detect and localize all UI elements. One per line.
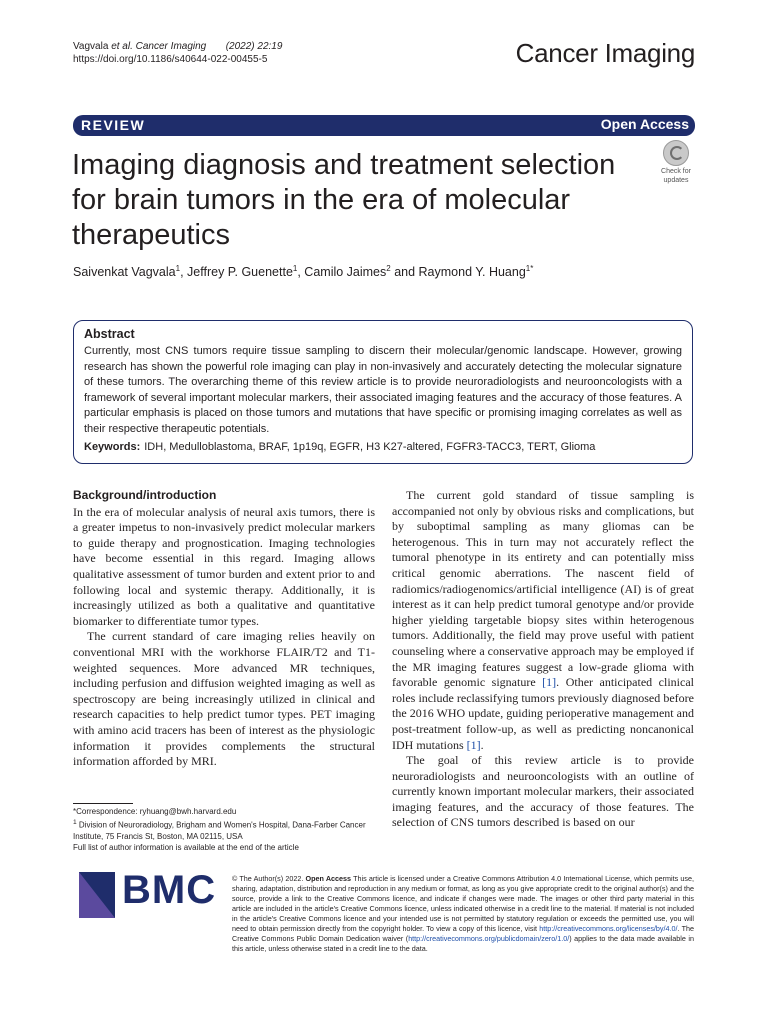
bmc-logo-icon (79, 872, 115, 918)
citation-line (73, 40, 282, 53)
refresh-icon (663, 140, 689, 166)
license-body: This article is licensed under a Creative Commons Attribution 4.0 International License, which permits use, sharing, adaptation, distribution and reproduction in any medium or format, as long as you give appropriate credit to the original author(s) and the source, provide a link to the Creative Commons licence, and indicate if changes were made. The images or other third party material in this article are included in the article's Creative Commons licence, unless indicated otherwise in a credit line to the material. If material is not included in the article's Creative Commons licence and your intended use is not permitted by statutory regulation or exceeds the permitted use, you will need to obtain permission directly from the copyright holder. To view a copy of this licence, visit (232, 874, 695, 933)
license-body: . The Creative Commons Public Domain Dedication waiver ( (232, 924, 694, 943)
affiliation-text: Division of Neuroradiology, Brigham and Women's Hospital, Dana-Farber Cancer Institute, 75 Francis St, Boston, MA 02115, USA (73, 820, 366, 841)
license-prefix: © The Author(s) 2022. (232, 874, 306, 883)
author-affil[interactable]: 2 (386, 264, 391, 273)
updates-label-line1: Check for (661, 168, 691, 175)
author-name: Jeffrey P. Guenette (187, 265, 293, 280)
journal-name: Cancer Imaging (515, 38, 695, 68)
citation-ref[interactable]: [1] (466, 737, 481, 752)
open-access-label: Open Access (600, 116, 689, 132)
author-separator: , (180, 265, 188, 280)
affiliation-number: 1 (73, 819, 77, 826)
bmc-logo (79, 868, 219, 928)
updates-label-line2: updates (663, 177, 689, 184)
citation-year: (2022) 22:19 (225, 41, 283, 52)
bmc-logo-text: BMC (122, 868, 217, 912)
footnote-rule (73, 803, 133, 804)
citation-authors: Vagvala (73, 41, 112, 52)
license-text (232, 874, 694, 954)
keywords-label: Keywords: (84, 440, 141, 453)
keywords-list: IDH, Medulloblastoma, BRAF, 1p19q, EGFR, H3 K27-altered, FGFR3-TACC3, TERT, Glioma (144, 440, 596, 453)
correspondence: *Correspondence: ryhuang@bwh.harvard.edu (73, 807, 237, 816)
section-heading: Background/introduction (73, 488, 217, 502)
body-column-right (392, 488, 694, 831)
affiliation (73, 817, 375, 842)
abstract-text: Currently, most CNS tumors require tissue sampling to discern their molecular/genomic landscape. However, growing research has shown the powerful role imaging can play in non-invasively and accurately detecting the molecular signature of these tumors. The overarching theme of this review article is to provide neuroradiologists and neurooncologists with a framework of several important molecular markers, their associated imaging features and the accuracy of those features. A particular emphasis is placed on those tumors and mutations that have specific or promising imaging correlates as well as their respective therapeutic potentials. (84, 345, 682, 435)
paragraph-text: . Other anticipated clinical roles include reclassifying tumors previously diagnosed before the 2016 WHO update, guiding perioperative management and post-treatment follow-up, as well as predicting noncanonical IDH mutations (392, 675, 694, 752)
author-name: Saivenkat Vagvala (73, 265, 176, 280)
check-for-updates-badge[interactable] (656, 140, 696, 182)
author-list (73, 264, 533, 279)
citation-ref[interactable]: [1] (542, 675, 557, 690)
author-affil[interactable]: 1 (175, 264, 181, 273)
footnotes (73, 803, 375, 853)
license-open-access: Open Access (305, 874, 352, 883)
abstract-heading: Abstract (84, 327, 135, 341)
paragraph: In the era of molecular analysis of neural axis tumors, there is a greater impetus to non-invasively predict molecular markers to guide therapy and prognostication. Imaging technologies have become essential in this regard. Imaging allows qualitative assessment of tumor burden and extent prior to and following local and systemic therapy. Additionally, it is increasingly utilized as both a qualitative and quantitative biomarker to differentiate tumor types. (73, 504, 375, 628)
author-info-note: Full list of author information is available at the end of the article (73, 842, 299, 852)
article-title: Imaging diagnosis and treatment selection for brain tumors in the era of molecular therapeutics (72, 149, 616, 251)
license-link[interactable]: http://creativecommons.org/licenses/by/4.0/ (539, 924, 678, 933)
paragraph-text: . (480, 737, 484, 752)
citation-journal: et al. Cancer Imaging (111, 41, 207, 52)
license-link[interactable]: http://creativecommons.org/publicdomain/zero/1.0/ (408, 934, 570, 943)
author-name: Raymond Y. Huang (418, 265, 526, 280)
author-separator: , (297, 265, 305, 280)
article-citation (73, 40, 282, 66)
abstract-box (73, 320, 693, 464)
paragraph (392, 488, 694, 753)
article-type-label: REVIEW (81, 117, 146, 133)
doi-link[interactable]: https://doi.org/10.1186/s40644-022-00455-5 (73, 54, 268, 65)
author-affil[interactable]: 1* (525, 264, 534, 273)
author-separator: and (390, 265, 419, 280)
body-column-left (73, 488, 375, 770)
article-type-band (73, 115, 695, 136)
paragraph: The current standard of care imaging relies heavily on conventional MRI with the workhorse FLAIR/T2 and T1-weighted sequences. More advanced MR techniques, including perfusion and diffusion weighted imaging as well as spectroscopy are being increasingly utilized in clinical and research capacities to help predict tumor types. PET imaging with amino acid tracers has been of interest as the physiologic information it provides complements the structural information afforded by MRI. (73, 629, 375, 769)
author-name: Camilo Jaimes (304, 265, 387, 280)
paragraph-text: The current gold standard of tissue sampling is accompanied not only by obvious risks and complications, but by suboptimal sampling as many gliomas can be heterogenous. This in turn may not accurately reflect the tumoral phenotype in its entirety and can potentially miss critical genomic aberrations. The nascent field of radiomics/radiogenomics/artificial intelligence (AI) is of great interest as it can help predict tumoral genotype and/or provide higher yielding targetable biopsy sites within heterogenous tumors. Additionally, the field may prove useful with patient counseling where a conservative approach may be employed if the MR imaging features suggest a low-grade glioma with favorable genomic signature (392, 488, 694, 690)
keywords (84, 440, 682, 456)
paragraph: The goal of this review article is to provide neuroradiologists and neurooncologists with an outline of currently known important molecular markers, their associated imaging features, and the accuracy of those features. The selection of CNS tumors described is based on our (392, 753, 694, 830)
author-affil[interactable]: 1 (292, 264, 298, 273)
license-body: ) applies to the data made available in this article, unless otherwise stated in a credit line to the data. (232, 934, 694, 953)
